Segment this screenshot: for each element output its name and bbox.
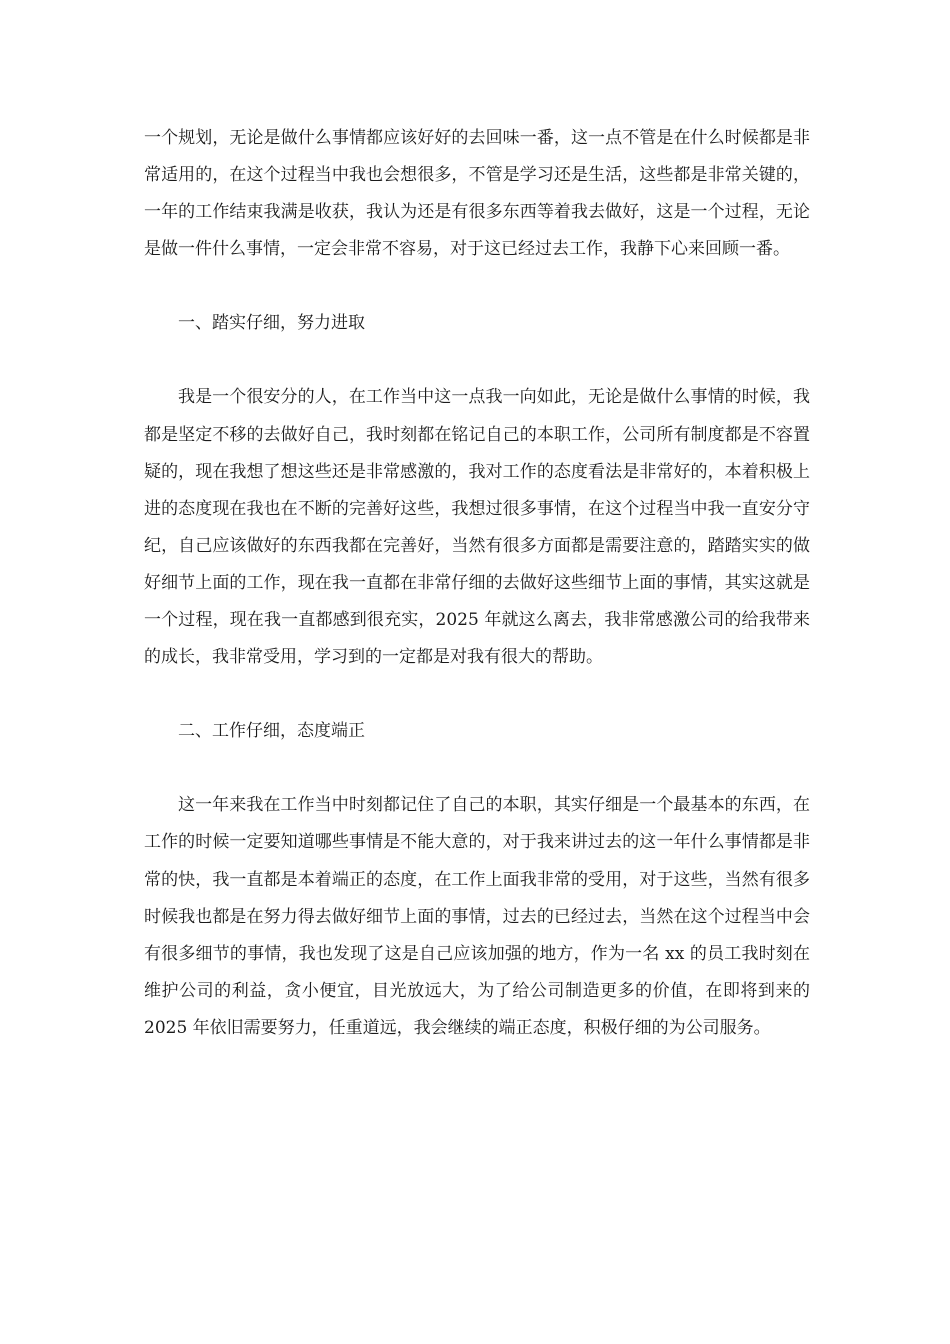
intro-paragraph: 一个规划，无论是做什么事情都应该好好的去回味一番，这一点不管是在什么时候都是非常适用的，在这个过程当中我也会想很多，不管是学习还是生活，这些都是非常关键的，一年的工作结束我满是收获，我认为还是有很多东西等着我去做好，这是一个过程，无论是做一件什么事情，一定会非常不容易，对于这已经过去工作，我静下心来回顾一番。 <box>144 128 810 260</box>
section-2-paragraph: 这一年来我在工作当中时刻都记住了自己的本职，其实仔细是一个最基本的东西，在工作的时候一定要知道哪些事情是不能大意的，对于我来讲过去的这一年什么事情都是非常的快，我一直都是本着端正的态度，在工作上面我非常的受用，对于这些，当然有很多时候我也都是在努力得去做好细节上面的事情，过去的已经过去，当然在这个过程当中会有很多细节的事情，我也发现了这是自己应该加强的地方，作为一名 xx 的员工我时刻在维护公司的利益，贪小便宜，目光放远大，为了给公司制造更多的价值，在即将到来的 2025 年依旧需要努力，任重道远，我会继续的端正态度，积极仔细的为公司服务。 <box>144 795 810 1038</box>
section-heading-1: 一、踏实仔细，努力进取 <box>178 313 365 334</box>
paragraph-spacer <box>144 342 810 379</box>
section-heading-2: 二、工作仔细，态度端正 <box>178 721 365 742</box>
document-body <box>144 120 810 1047</box>
section-1-paragraph: 我是一个很安分的人，在工作当中这一点我一向如此，无论是做什么事情的时候，我都是坚定不移的去做好自己，我时刻都在铭记自己的本职工作，公司所有制度都是不容置疑的，现在我想了想这些还是非常感激的，我对工作的态度看法是非常好的，本着积极上进的态度现在我也在不断的完善好这些，我想过很多事情，在这个过程当中我一直安分守纪，自己应该做好的东西我都在完善好，当然有很多方面都是需要注意的，踏踏实实的做好细节上面的工作，现在我一直都在非常仔细的去做好这些细节上面的事情，其实这就是一个过程，现在我一直都感到很充实，2025 年就这么离去，我非常感激公司的给我带来的成长，我非常受用，学习到的一定都是对我有很大的帮助。 <box>144 387 810 668</box>
paragraph-spacer <box>144 750 810 787</box>
paragraph-spacer <box>144 676 810 713</box>
paragraph-spacer <box>144 268 810 305</box>
